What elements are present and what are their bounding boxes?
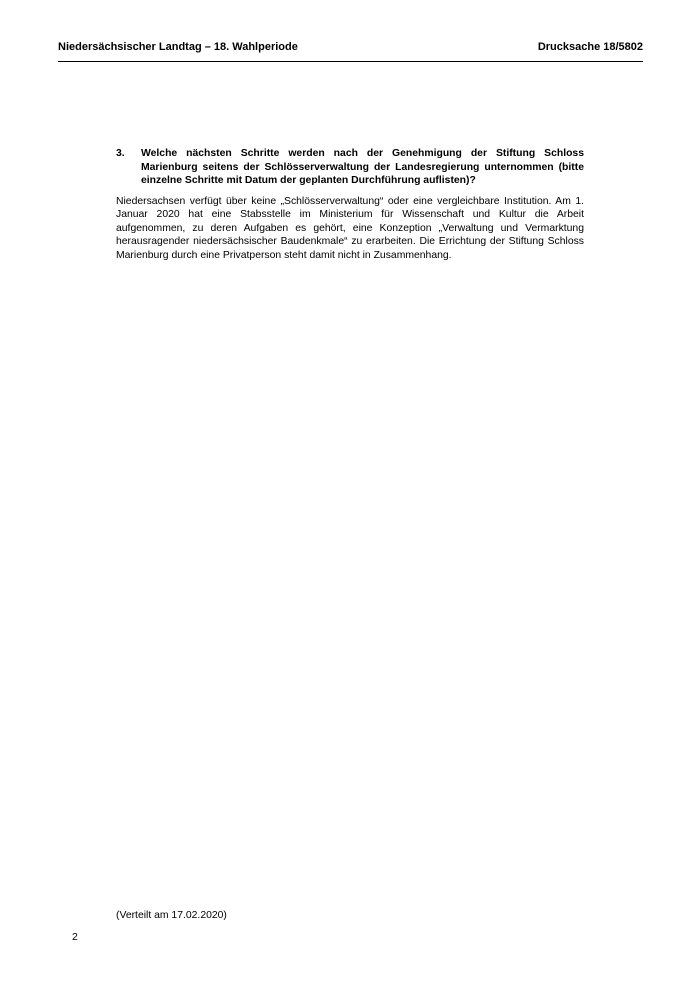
answer-text: Niedersachsen verfügt über keine „Schlösserverwaltung“ oder eine vergleichbare Institution. Am 1. Januar 2020 hat eine Stabsstelle im Ministerium für Wissenschaft und Kultur die Arbeit aufgenommen, zu deren Aufgaben es gehört, eine Konzeption „Verwaltung und Vermarktung herausragender niedersächsischer Baudenkmale“ zu erarbeiten. Die Errichtung der Stiftung Schloss Marienburg durch eine Privatperson steht damit nicht in Zusammenhang. — [116, 195, 584, 261]
parliament-title: Niedersächsischer Landtag – 18. Wahlperiode — [58, 41, 298, 53]
document-body — [116, 147, 584, 273]
question-text: Welche nächsten Schritte werden nach der Genehmigung der Stiftung Schloss Marienburg seitens der Schlösserverwaltung der Landesregierung unternommen (bitte einzelne Schritte mit Datum der geplanten Durchführung auflisten)? — [141, 148, 584, 187]
page-header — [58, 41, 643, 62]
page-number: 2 — [72, 932, 78, 943]
question-number: 3. — [116, 148, 125, 159]
document-number: Drucksache 18/5802 — [537, 41, 643, 53]
distribution-date: (Verteilt am 17.02.2020) — [116, 910, 227, 921]
question-block — [116, 147, 584, 188]
